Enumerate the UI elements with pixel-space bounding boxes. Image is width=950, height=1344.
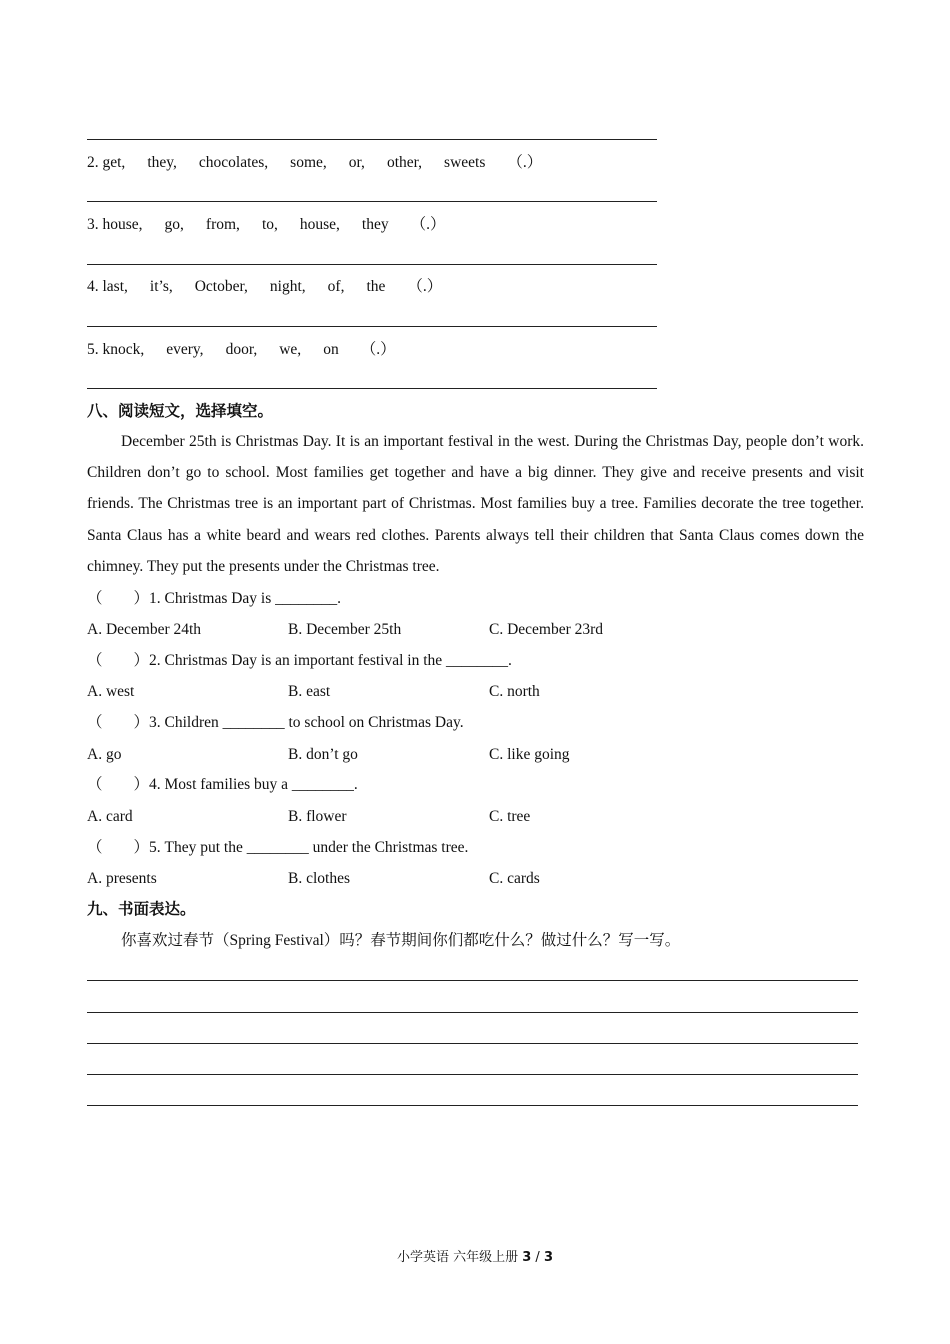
word: of, — [327, 278, 345, 295]
option-c: C. cards — [489, 870, 540, 887]
word: 4. last, — [87, 278, 128, 295]
option-b: B. flower — [288, 808, 347, 825]
section-heading: 八、阅读短文，选择填空。 — [87, 402, 274, 420]
option-a: A. west — [87, 683, 135, 700]
word: October, — [194, 278, 248, 295]
writing-line — [87, 1074, 858, 1075]
word: （.） — [507, 154, 543, 171]
answer-line — [87, 388, 657, 389]
option-c: C. like going — [489, 746, 570, 763]
question-stem: （ ）1. Christmas Day is ________. — [87, 590, 342, 607]
word: 2. get, — [87, 154, 126, 171]
option-a: A. card — [87, 808, 133, 825]
option-c: C. north — [489, 683, 540, 700]
option-b: B. December 25th — [288, 621, 402, 638]
answer-line — [87, 201, 657, 202]
word: （.） — [360, 341, 396, 358]
word: or, — [348, 154, 365, 171]
word: it’s, — [149, 278, 173, 295]
word: every, — [166, 341, 204, 358]
footer-separator: / — [531, 1250, 544, 1265]
writing-prompt: 你喜欢过春节（Spring Festival）吗？春节期间你们都吃什么？做过什么？写一写。 — [121, 932, 681, 949]
word: go, — [164, 216, 184, 233]
word: （.） — [407, 278, 443, 295]
word: door, — [225, 341, 258, 358]
word: （.） — [410, 216, 446, 233]
footer-subject: 小学英语 六年级上册 — [396, 1250, 523, 1265]
writing-line — [87, 1012, 858, 1013]
word: chocolates, — [198, 154, 269, 171]
answer-line — [87, 139, 657, 140]
word: sweets — [444, 154, 486, 171]
word: they, — [147, 154, 177, 171]
reorder-item — [87, 277, 464, 297]
question-stem: （ ）5. They put the ________ under the Christmas tree. — [87, 839, 469, 856]
reorder-item — [87, 215, 468, 235]
option-b: B. clothes — [288, 870, 350, 887]
word: to, — [261, 216, 278, 233]
answer-line — [87, 326, 657, 327]
writing-line — [87, 1043, 858, 1044]
word: we, — [279, 341, 302, 358]
section-heading: 九、书面表达。 — [87, 900, 196, 918]
answer-line — [87, 264, 657, 265]
question-stem: （ ）4. Most families buy a ________. — [87, 776, 358, 793]
reading-passage: December 25th is Christmas Day. It is an important festival in the west. During the Christmas Day, people don’t work. Children don’t go to school. Most families get together and have a big dinner. They give and receive presents and visit friends. The Christmas tree is an important part of Christmas. Most families buy a tree. Families decorate the tree together. Santa Claus has a white beard and wears red clothes. Parents always tell their children that Santa Claus comes down the chimney. They put the presents under the Christmas tree. — [87, 433, 864, 575]
word: night, — [269, 278, 306, 295]
page-number: 3 — [522, 1250, 532, 1265]
option-a: A. presents — [87, 870, 157, 887]
question-stem: （ ）2. Christmas Day is an important festival in the ________. — [87, 652, 512, 669]
word: 3. house, — [87, 216, 143, 233]
word: from, — [205, 216, 240, 233]
word: the — [366, 278, 386, 295]
word: some, — [290, 154, 327, 171]
word: other, — [386, 154, 423, 171]
writing-line — [87, 1105, 858, 1106]
page-footer — [0, 1246, 950, 1265]
word: on — [323, 341, 339, 358]
reorder-item — [87, 153, 564, 173]
option-a: A. December 24th — [87, 621, 202, 638]
word: they — [361, 216, 389, 233]
writing-line — [87, 980, 858, 981]
option-b: B. don’t go — [288, 746, 358, 763]
option-c: C. tree — [489, 808, 531, 825]
word: 5. knock, — [87, 341, 145, 358]
word: house, — [299, 216, 340, 233]
page-total: 3 — [543, 1250, 553, 1265]
option-c: C. December 23rd — [489, 621, 604, 638]
option-a: A. go — [87, 746, 122, 763]
reorder-item — [87, 340, 418, 360]
question-stem: （ ）3. Children ________ to school on Christmas Day. — [87, 714, 464, 731]
option-b: B. east — [288, 683, 331, 700]
